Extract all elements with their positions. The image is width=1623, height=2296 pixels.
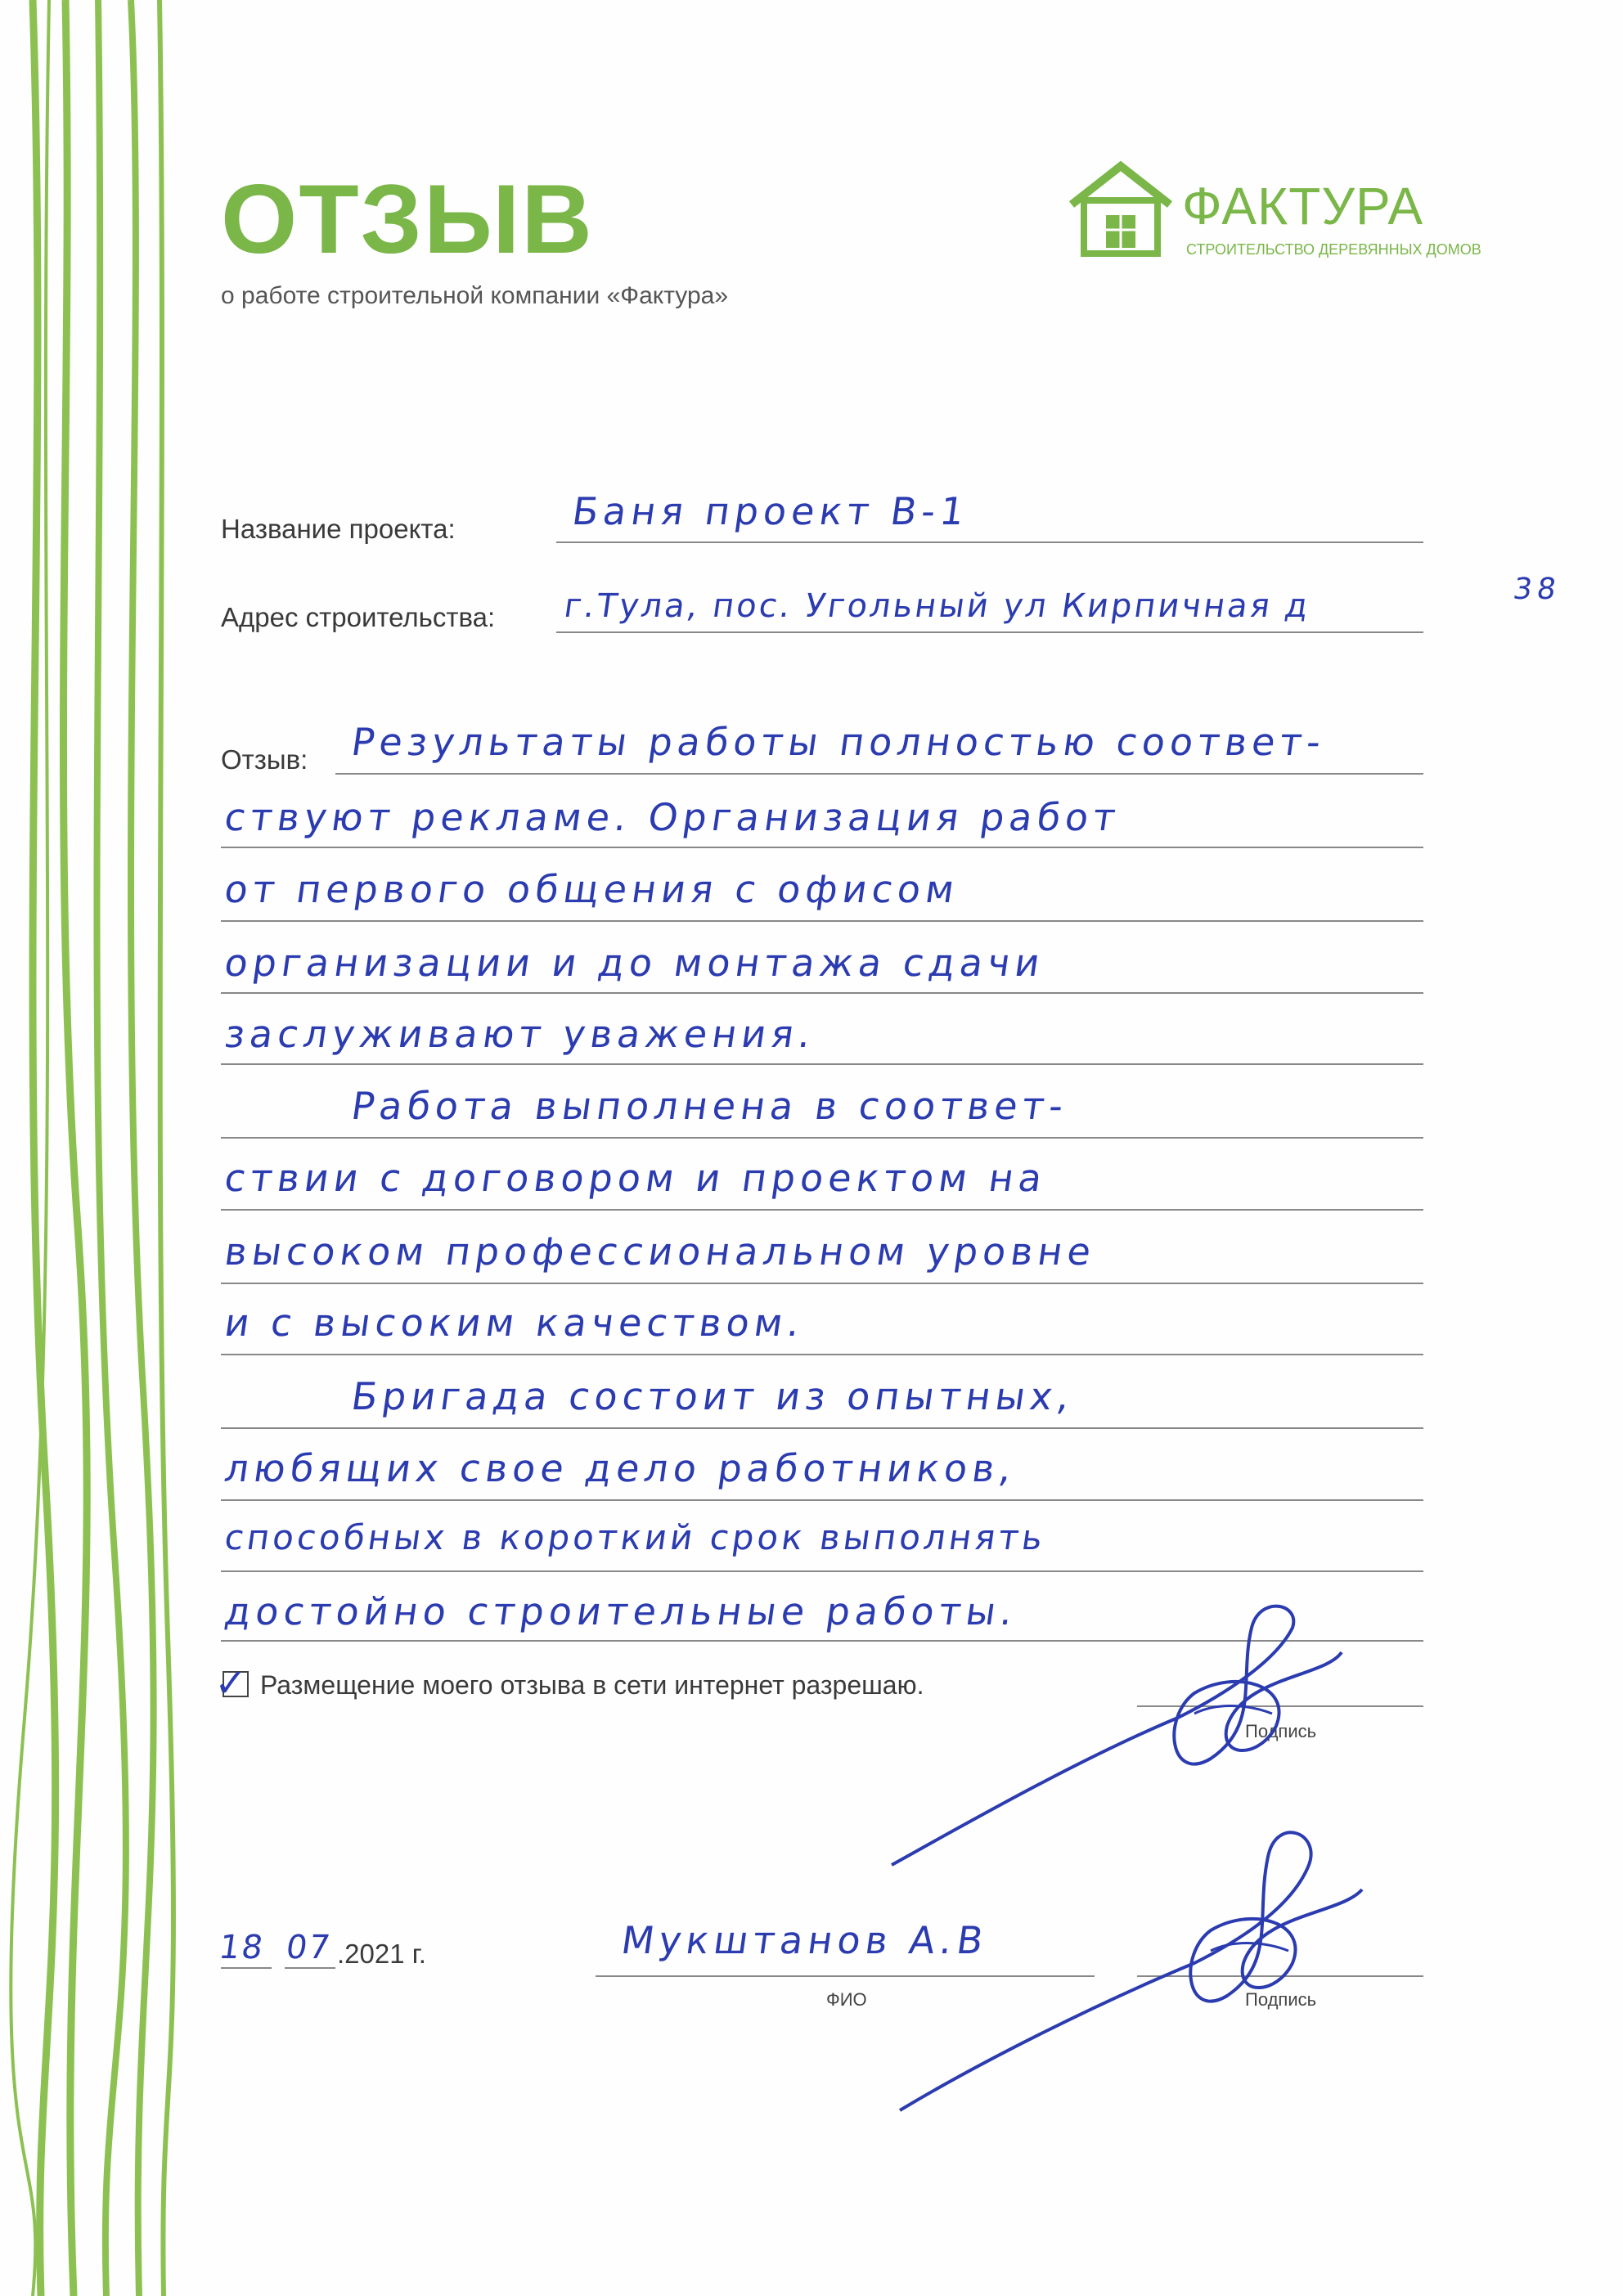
review-line: Бригада состоит из опытных, [348,1374,1077,1418]
page-title: ОТЗЫВ [221,164,594,274]
address-house-number: 38 [1511,573,1563,606]
review-line-rule [221,1137,1423,1139]
review-line-rule [221,1354,1423,1355]
decorative-green-lines [0,0,188,2296]
project-underline [556,541,1423,543]
date-month: 07 [283,1929,335,1966]
checkmark-icon: ✓ [214,1660,248,1706]
project-label: Название проекта: [221,514,456,544]
address-underline [556,631,1423,633]
logo-tagline: СТРОИТЕЛЬСТВО ДЕРЕВЯННЫХ ДОМОВ [1186,241,1481,258]
company-logo [1063,160,1481,266]
review-line: достойно строительные работы. [222,1589,1021,1633]
project-value: Баня проект В-1 [569,489,973,533]
review-line-rule [335,773,1423,775]
signature-caption-2: Подпись [1245,1989,1317,2010]
review-line-rule [221,1570,1423,1572]
address-value: г.Тула, пос. Угольный ул Кирпичная д [561,587,1313,625]
review-line: от первого общения с офисом [222,867,962,911]
review-line: любящих свое дело работников, [222,1446,1020,1490]
review-line: и с высоким качеством. [222,1301,808,1345]
review-line-rule [221,1427,1423,1429]
date-day-underline [221,1967,272,1969]
review-line: заслуживают уважения. [222,1012,819,1056]
review-line: ствуют рекламе. Организация работ [222,795,1124,839]
review-line-rule [221,847,1423,848]
review-line: Работа выполнена в соответ- [348,1084,1072,1128]
house-logo-icon [1063,160,1178,258]
name-value: Мукштанов А.В [618,1918,991,1962]
review-line-rule [221,1063,1423,1065]
review-line-rule [221,1499,1423,1501]
date-year: .2021 г. [337,1939,426,1969]
review-line: способных в короткий срок выполнять [222,1517,1049,1557]
date-day: 18 [216,1929,268,1966]
page-subtitle: о работе строительной компании «Фактура» [221,282,729,309]
review-line: ствии с договором и проектом на [222,1156,1050,1200]
signature-caption: Подпись [1245,1721,1317,1741]
review-line: Результаты работы полностью соответ- [348,720,1329,764]
review-line-rule [221,1283,1423,1284]
review-label: Отзыв: [221,744,308,775]
review-line: организации и до монтажа сдачи [222,941,1048,985]
review-line-rule [221,992,1423,994]
review-line: высоком профессиональном уровне [222,1229,1099,1274]
consent-text: Размещение моего отзыва в сети интернет разрешаю. [260,1670,924,1700]
address-label: Адрес строительства: [221,602,496,632]
review-line-rule [221,920,1423,922]
review-line-rule [221,1209,1423,1211]
name-caption: ФИО [826,1989,867,2010]
handwritten-signature-2 [883,1816,1374,2119]
logo-name: ФАКТУРА [1182,177,1424,236]
date-month-underline [285,1967,335,1969]
